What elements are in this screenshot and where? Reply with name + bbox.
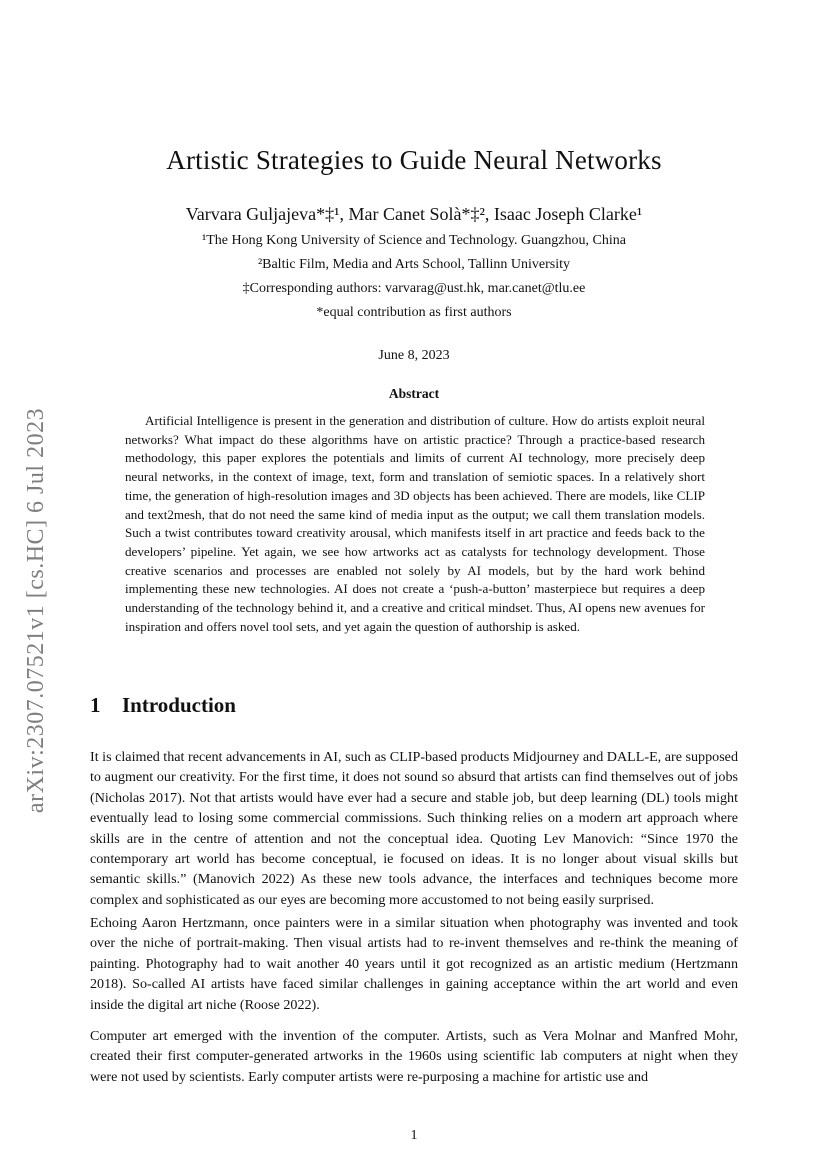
corresponding-authors: ‡Corresponding authors: varvarag@ust.hk, mar.canet@tlu.ee <box>242 281 586 296</box>
arxiv-identifier-text: arXiv:2307.07521v1 [cs.HC] 6 Jul 2023 <box>23 407 50 813</box>
author-list: Varvara Guljajeva*‡¹, Mar Canet Solà*‡², Isaac Joseph Clarke¹ <box>185 204 643 224</box>
section-number: 1 <box>90 693 101 717</box>
section-title: Introduction <box>122 693 236 717</box>
body-paragraph: It is claimed that recent advancements in AI, such as CLIP-based products Midjourney and DALL-E, are supposed to augment our creativity. For the first time, it does not sound so absurd that artists can find themselves out of jobs (Nicholas 2017). Not that artists would have ever had a secure and stable job, but deep learning (DL) tools might eventually lead to losing some commercial commissions. Such thinking relies on a modern art approach where skills are in the centre of attention and not the conceptual idea. Quoting Lev Manovich: “Since 1970 the contemporary art world has become conceptual, ie focused on ideas. It is no longer about visual skills but semantic skills.” (Manovich 2022) As these new tools advance, the interfaces and techniques become more complex and sophisticated as our eyes are becoming more accustomed to not being easily surprised. <box>90 749 738 908</box>
arxiv-identifier-stamp <box>23 380 51 840</box>
section-heading <box>90 693 236 718</box>
page-number: 1 <box>410 1128 418 1143</box>
abstract-heading: Abstract <box>388 386 440 401</box>
affiliation-1: ¹The Hong Kong University of Science and Technology. Guangzhou, China <box>202 233 626 248</box>
paper-title: Artistic Strategies to Guide Neural Networks <box>166 145 662 175</box>
abstract-text: Artificial Intelligence is present in the generation and distribution of culture. How do artists exploit neural networks? What impact do these algorithms have on artistic practice? Through a practice-based research methodology, this paper explores the potentials and limits of current AI technology, more precisely deep neural networks, in the context of image, text, form and translation of semiotic spaces. In a relatively short time, the generation of high-resolution images and 3D objects has been achieved. There are models, like CLIP and text2mesh, that do not need the same kind of media input as the output; we call them translation models. Such a twist contributes toward creativity arousal, which manifests itself in art practice and feeds back to the developers’ pipeline. Yet again, we see how artworks act as catalysts for technology development. Those creative scenarios and processes are enabled not solely by AI models, but by the hard work behind implementing these new technologies. AI does not create a ‘push-a-button’ masterpiece but requires a deep understanding of the technology behind it, and a creative and critical mindset. Thus, AI opens new avenues for inspiration and offers novel tool sets, and yet again the question of authorship is asked. <box>125 413 705 634</box>
body-paragraph: Computer art emerged with the invention of the computer. Artists, such as Vera Molnar and Manfred Mohr, created their first computer-generated artworks in the 1960s using scientific lab computers at night when they were not used by scientists. Early computer artists were re-purposing a machine for artistic use and <box>90 1028 738 1085</box>
affiliation-2: ²Baltic Film, Media and Arts School, Tallinn University <box>257 257 571 272</box>
equal-contribution-note: *equal contribution as first authors <box>316 305 512 320</box>
body-paragraph: Echoing Aaron Hertzmann, once painters were in a similar situation when photography was invented and took over the niche of portrait-making. Then visual artists had to re-invent themselves and re-think the meaning of painting. Photography had to wait another 40 years until it got recognized as an artistic medium (Hertzmann 2018). So-called AI artists have faced similar challenges in gaining acceptance within the art world and even inside the digital art niche (Roose 2022). <box>90 915 738 1013</box>
paper-date: June 8, 2023 <box>378 348 450 363</box>
